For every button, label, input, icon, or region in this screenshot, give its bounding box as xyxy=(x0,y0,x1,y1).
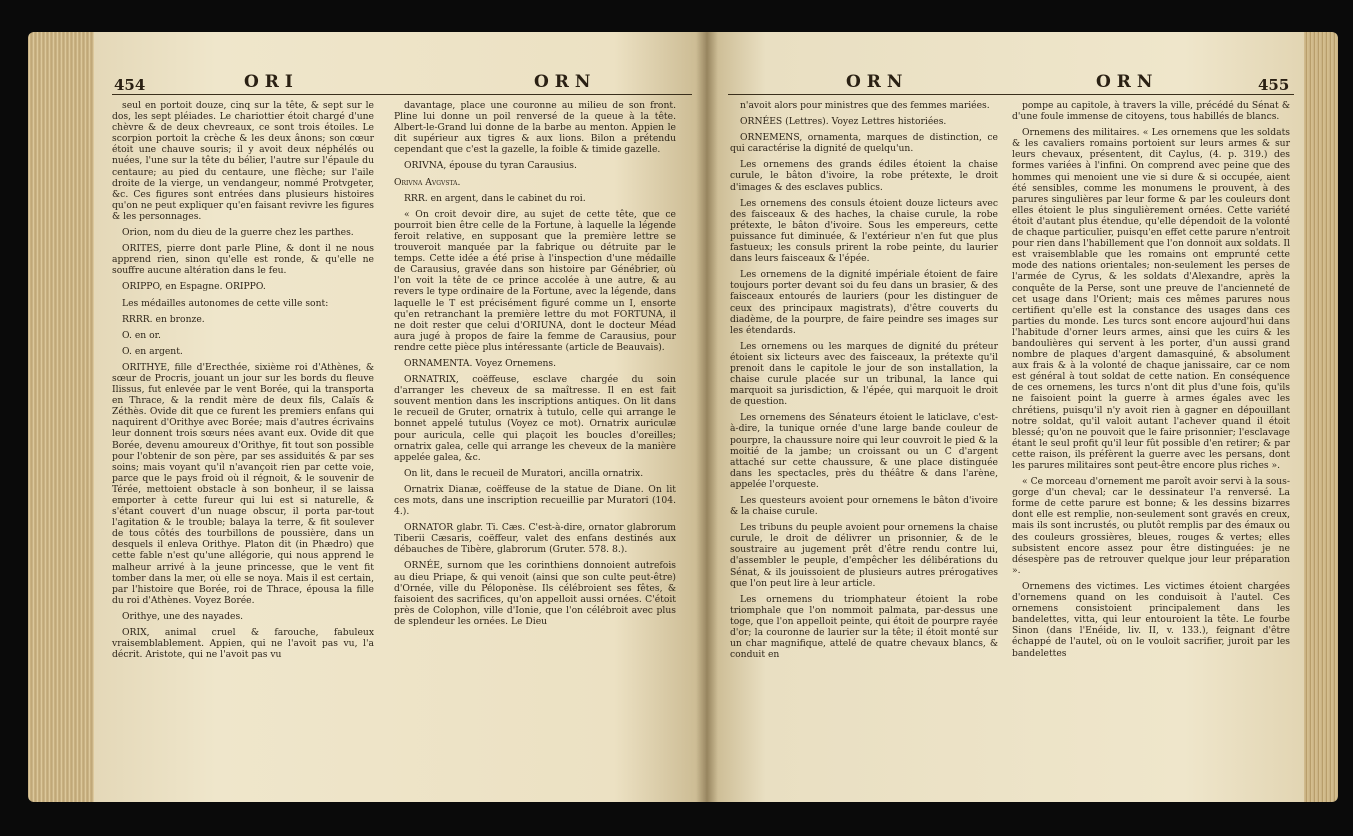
paragraph: ORNAMENTA. Voyez Ornemens. xyxy=(404,357,557,369)
paragraph: Les ornemens des Sénateurs étoient le laticlave, c'est-à-dire, la tunique ornée d'une large bande couleur de pourpre, la chaussure noire qui leur couvroit le pied & la moitié de la jambe; un croissant ou un C d'argent attaché sur cette chaussure, & une place distinguée dans les spectacles, près du théâtre & dans l'arène, appelée l'orqueste. xyxy=(730,412,998,490)
right-column-2 xyxy=(1012,100,1290,664)
book-spread xyxy=(28,18,1338,830)
paragraph: Les ornemens du triomphateur étoient la robe triomphale que l'on nommoit palmata, par-dessus une toge, que l'on appelloit peinte, qui étoit de pourpre rayée d'or; la couronne de laurier sur la tête; il étoit monté sur un char magnifique, attelé de quatre chevaux blancs, & conduit en xyxy=(730,593,998,661)
paragraph: ORNEMENS, ornamenta, marques de distinction, ce qui caractérise la dignité de quelqu'un. xyxy=(730,132,998,155)
paragraph: Les ornemens des grands édiles étoient la chaise curule, le bâton d'ivoire, la robe prétexte, le droit d'images & des esclaves publics. xyxy=(730,159,998,193)
paragraph: « On croit devoir dire, au sujet de cette tête, que ce pourroit bien être celle de la Fortune, à laquelle la légende feroit relative, en supposant que la première lettre se trouveroit manquée par la fabrique ou détruite par le temps. Cette idée a été prise à l'inspection d'une médaille de Carausius, gravée dans son histoire par Génébrier, où l'on voit la tête de ce prince accolée à une autre, & au revers le type ordinaire de la Fortune, avec la légende, dans laquelle le T est précisément figuré comme un I, ensorte qu'en retranchant la première lettre du mot FORTUNA, il ne doit rester que celui d'ORIUNA, dont le docteur Méad aura jugé à propos de faire la femme de Carausius, pour rendre cette pièce plus intéressante (article de Beauvais). xyxy=(394,208,676,353)
paragraph: ORIX, animal cruel & farouche, fabuleux vraisemblablement. Appien, qui ne l'avoit pas vu, l'a décrit. Aristote, qui ne l'avoit pas vu xyxy=(112,627,374,661)
book-gutter xyxy=(696,32,718,802)
left-column-2 xyxy=(394,100,676,632)
paragraph: Les questeurs avoient pour ornemens le bâton d'ivoire & la chaise curule. xyxy=(730,495,998,518)
paragraph: ORNATOR glabr. Ti. Cæs. C'est-à-dire, ornator glabrorum Tiberii Cæsaris, coëffeur, valet des enfans destinés aux débauches de Tibère, glabrorum (Gruter. 578. 8.). xyxy=(394,522,676,556)
paragraph: Ornemens des militaires. « Les ornemens que les soldats & les cavaliers romains portoient sur leurs armes & sur leurs chevaux, présentent, dit Caylus, (4. p. 319.) des formes variées à l'infini. On comprend avec peine que des hommes qui menoient une vie si dure & si occupée, aient été sensibles, comme les monumens le prouvent, à des parures singulières par leur forme & par les couleurs dont elles étoient le plus singulièrement ornées. Cette variété étoit d'autant plus étendue, qu'elle dépendoit de la volonté de chaque particulier, puisqu'en effet cette parure n'entroit pour rien dans l'habillement que l'on donnoit aux soldats. Il est vraisemblable que les romains ont emprunté cette mode des nations orientales; non-seulement les perses de l'armée de Cyrus, & les soldats d'Alexandre, après la conquête de la Perse, sont une preuve de l'ancienneté de cet usage dans l'Orient; mais ces mêmes parures nous certifient qu'elle est la constance des usages dans ces parties du monde. Les turcs sont encore aujourd'hui dans l'habitude d'orner leurs armes, ainsi que les cuirs & les bandoulières qui servent à les porter, d'un aussi grand nombre de plaques d'argent damasquiné, & absolument aux frais & à la volonté de chaque janissaire, car ce nom est général à tout soldat de cette nation. En conséquence de ces ornemens, les turcs n'ont dit plus d'une fois, qu'ils ne faisoient point la guerre à armes égales avec les chrétiens, puisqu'il n'y avoit rien à gagner en dépouillant notre soldat, qu'il valoit autant l'achever quand il étoit blessé; qu'on ne pouvoit que le faire prisonnier; l'esclavage étant le seul profit qu'il leur fût possible d'en retirer; & par cette raison, ils préfèrent la guerre avec les persans, dont les parures militaires sont peut-être encore plus riches ». xyxy=(1012,127,1291,471)
paragraph: Les ornemens de la dignité impériale étoient de faire toujours porter devant soi du feu dans un brasier, & des faisceaux entourés de lauriers (pour les distinguer de ceux des principaux magistrats), d'être couverts du diadème, de la pourpre, de faire peindre ses images sur les étendards. xyxy=(730,269,998,336)
left-header-rule xyxy=(112,94,692,95)
paragraph: Orithye, une des nayades. xyxy=(122,610,244,622)
paragraph: Ornemens des victimes. Les victimes étoient chargées d'ornemens quand on les conduisoit à l'autel. Ces ornemens consistoient principalement dans les bandelettes, vitta, qui leur entouroient la tête. Le fourbe Sinon (dans l'Enéide, liv. II, v. 133.), feignant d'être échappé de l'autel, où on le vouloit sacrifier, juroit par les bandelettes xyxy=(1012,580,1290,659)
paragraph: ORITHYE, fille d'Erecthée, sixième roi d'Athènes, & sœur de Procris, jouant un jour sur les bords du fleuve Ilissus, fut enlevée par le vent Borée, qui la transporta en Thrace, & la rendit mère de deux fils, Calaïs & Zéthès. Ovide dit que ce furent les premiers enfans qui naquirent d'Orithye avec Borée; mais d'autres écrivains leur donnent trois sœurs nées avant eux. Ovide dit que Borée, devenu amoureux d'Orithye, fit tout son possible pour l'obtenir de son père, par ses assiduités & par ses soins; mais voyant qu'il n'avançoit rien par cette voie, parce que le pays froid où il régnoit, & le souvenir de Térée, mettoient obstacle à son bonheur, il se laissa emporter à cette fureur qui lui est si naturelle, & s'étant couvert d'un nuage obscur, il porta par-tout l'agitation & le trouble; balaya la terre, & fit soulever de tous côtés des tourbillons de poussière, dans un desquels il enleva Orithye. Platon dit (in Phædro) que cette fable n'est qu'une allégorie, qui nous apprend le malheur arrivé à la jeune princesse, que le vent fit tomber dans la mer, où elle se noya. Mais il est certain, par l'histoire que Borée, roi de Thrace, épousa la fille du roi d'Athènes. Voyez Borée. xyxy=(112,361,374,606)
paragraph: davantage, place une couronne au milieu de son front. Pline lui donne un poil renversé de la queue à la tête. Albert-le-Grand lui donne de la barbe au menton. Appien le dit supérieur aux tigres & aux lions. Bilon a prétendu cependant que c'est la gazelle, la foible & timide gazelle. xyxy=(394,100,676,156)
paragraph: Les médailles autonomes de cette ville sont: xyxy=(122,297,329,309)
page-edges-right xyxy=(1302,32,1338,802)
paragraph: Ornatrix Dianæ, coëffeuse de la statue de Diane. On lit ces mots, dans une inscription recueillie par Muratori (104. 4.). xyxy=(394,483,676,518)
left-page xyxy=(94,32,706,802)
paragraph: pompe au capitole, à travers la ville, précédé du Sénat & d'une foule immense de citoyens, tous habillés de blancs. xyxy=(1012,100,1290,123)
paragraph: seul en portoit douze, cinq sur la tête, & sept sur le dos, les sept pléiades. Le chariottier étoit chargé d'une chèvre & de deux chevreaux, ce sont trois étoiles. Le scorpion portoit la crèche & les deux ânons; son cœur étoit une chauve souris; il y avoit deux néphélés ou nuées, l'une sur la tête du bélier, l'autre sur l'épaule du centaure; au pied du centaure, une flèche; sur l'aile droite de la vierge, un vendangeur, nommé Protvgeter, &c. Ces figures sont entrées dans plusieurs histoires qu'on ne peut expliquer qu'en faisant revivre les figures & les personnages. xyxy=(112,100,374,222)
right-header-right: ORN xyxy=(1096,72,1159,92)
right-header-rule xyxy=(728,94,1294,95)
paragraph: ORNÉE, surnom que les corinthiens donnoient autrefois au dieu Priape, & qui venoit (ainsi que son culte peut-être) d'Ornée, ville du Péloponèse. Ils célébroient ses fêtes, & faisoient des sacrifices, qu'on appelloit aussi ornées. C'étoit près de Colophon, ville d'Ionie, que l'on célébroit avec plus de splendeur les ornées. Le Dieu xyxy=(394,560,676,627)
paragraph: ORIPPO, en Espagne. ORIPPO. xyxy=(122,281,266,293)
paragraph: RRRR. en bronze. xyxy=(122,313,205,325)
paragraph: Orivna Avgvsta. xyxy=(394,176,461,188)
left-page-number: 454 xyxy=(114,76,146,94)
paragraph: Les ornemens ou les marques de dignité du préteur étoient six licteurs avec des faisceaux, la prétexte qu'il prenoit dans le capitole le jour de son installation, la chaise curule placée sur un tribunal, la lance qui marquoit sa jurisdiction, & l'épée, qui marquoit le droit de question. xyxy=(730,340,998,408)
paragraph: Orion, nom du dieu de la guerre chez les parthes. xyxy=(122,227,354,239)
right-column-1 xyxy=(730,100,998,665)
right-page-number: 455 xyxy=(1258,76,1290,94)
paragraph: On lit, dans le recueil de Muratori, ancilla ornatrix. xyxy=(404,467,644,479)
right-page xyxy=(706,32,1304,802)
paragraph: ORIVNA, épouse du tyran Carausius. xyxy=(404,160,577,172)
left-column-1 xyxy=(112,100,374,665)
paragraph: O. en argent. xyxy=(122,345,183,357)
paragraph: RRR. en argent, dans le cabinet du roi. xyxy=(404,192,586,204)
left-header-left: ORI xyxy=(244,72,299,92)
left-header-right: ORN xyxy=(534,72,597,92)
paragraph: O. en or. xyxy=(122,329,161,341)
paragraph: Les tribuns du peuple avoient pour ornemens la chaise curule, le droit de délivrer un prisonnier, & de le soustraire au jugement prêt d'être rendu contre lui, d'assembler le peuple, d'empêcher les délibérations du Sénat, & ils jouissoient de plusieurs autres prérogatives que l'on peut lire à leur article. xyxy=(730,522,998,589)
paragraph: ORNATRIX, coëffeuse, esclave chargée du soin d'arranger les cheveux de sa maîtresse. Il en est fait souvent mention dans les inscriptions antiques. On lit dans le recueil de Gruter, ornatrix à tutulo, celle qui arrange le bonnet appelé tutulus (Voyez ce mot). Ornatrix auriculæ pour auricula, celle qui plaçoit les boucles d'oreilles; ornatrix galea, celle qui arrange les cheveux de la manière appelée galea, &c. xyxy=(394,374,676,463)
paragraph: ORITES, pierre dont parle Pline, & dont il ne nous apprend rien, sinon qu'elle est ronde, & qu'elle ne souffre aucune altération dans le feu. xyxy=(112,243,374,277)
paragraph: Les ornemens des consuls étoient douze licteurs avec des faisceaux & des haches, la chaise curule, la robe prétexte, le bâton d'ivoire. Sous les empereurs, cette puissance fut diminuée, & l'extérieur n'en fut que plus fastueux; les consuls prirent la robe peinte, du laurier dans leurs faisceaux & l'épée. xyxy=(730,197,998,265)
page-edges-left xyxy=(28,32,98,802)
paragraph: n'avoit alors pour ministres que des femmes mariées. xyxy=(740,100,990,111)
paragraph: « Ce morceau d'ornement me paroît avoir servi à la sous-gorge d'un cheval; car le dessinateur l'a renversé. La forme de cette parure est bonne; & les dessins bizarres dont elle est remplie, non-seulement sont gravés en creux, mais ils sont incrustés, ou plutôt remplis par des émaux ou des couleurs grossières, bleues, rouges & vertes; elles subsistent encore assez pour être distinguées: je ne désespère pas de retrouver quelque jour leur préparation ». xyxy=(1012,476,1290,576)
right-header-left: ORN xyxy=(846,72,909,92)
paragraph: ORNÉES (Lettres). Voyez Lettres historiées. xyxy=(740,116,947,128)
